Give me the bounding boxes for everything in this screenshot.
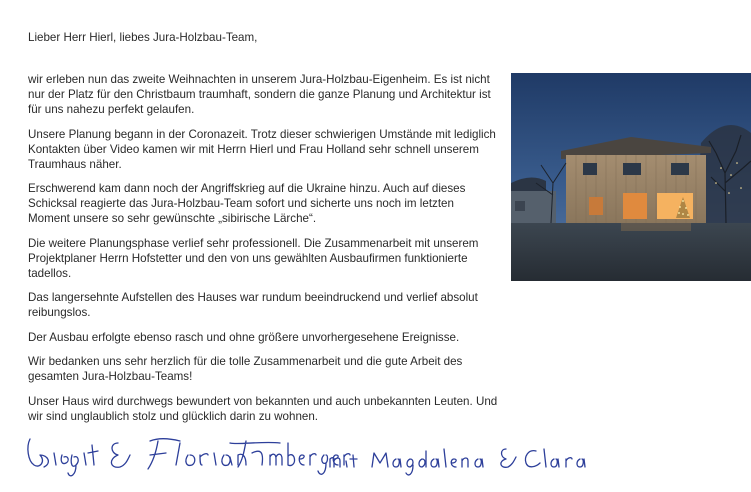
paragraph-1: wir erleben nun das zweite Weihnachten in unserem Jura-Holzbau-Eigenheim. Es ist nicht nur der Platz für den Christbaum traumhaft, sondern die ganze Planung und Architektur ist für uns nahezu perfekt gelaufen. [28,73,491,116]
handwritten-signature [0,425,751,485]
paragraph-2: Unsere Planung begann in der Coronazeit. Trotz dieser schwierigen Umstände mit lediglich Kontakten über Video kamen wir mit Herrn Hierl und Frau Holland sehr schnell unserem Traumhaus näher. [28,127,496,171]
salutation: Lieber Herr Hierl, liebes Jura-Holzbau-Team, [28,31,258,44]
house-photo [511,73,751,281]
paragraph-4: Die weitere Planungsphase verlief sehr professionell. Die Zusammenarbeit mit unserem Projektplaner Herrn Hofstetter und den von uns gewählten Ausbaufirmen funktionierte tadellos. [28,236,479,280]
paragraph-5: Das langersehnte Aufstellen des Hauses war rundum beeindruckend und verlief absolut reibungslos. [28,291,478,319]
paragraph-3: Erschwerend kam dann noch der Angriffskrieg auf die Ukraine hinzu. Auch auf dieses Schicksal reagierte das Jura-Holzbau-Team sofort und sicherte uns noch im letzten Moment unsere so sehr gewünschte „sibirische Lärche“. [28,182,466,225]
paragraph-7: Wir bedanken uns sehr herzlich für die tolle Zusammenarbeit und die gute Arbeit des gesamten Jura-Holzbau-Teams! [28,355,463,383]
letter-body [28,72,498,433]
paragraph-6: Der Ausbau erfolgte ebenso rasch und ohne größere unvorhergesehene Ereignisse. [28,330,460,344]
paragraph-8: Unser Haus wird durchwegs bewundert von bekannten und auch unbekannten Leuten. Und wir sind unglaublich stolz und glücklich darin zu wohnen. [28,394,498,423]
